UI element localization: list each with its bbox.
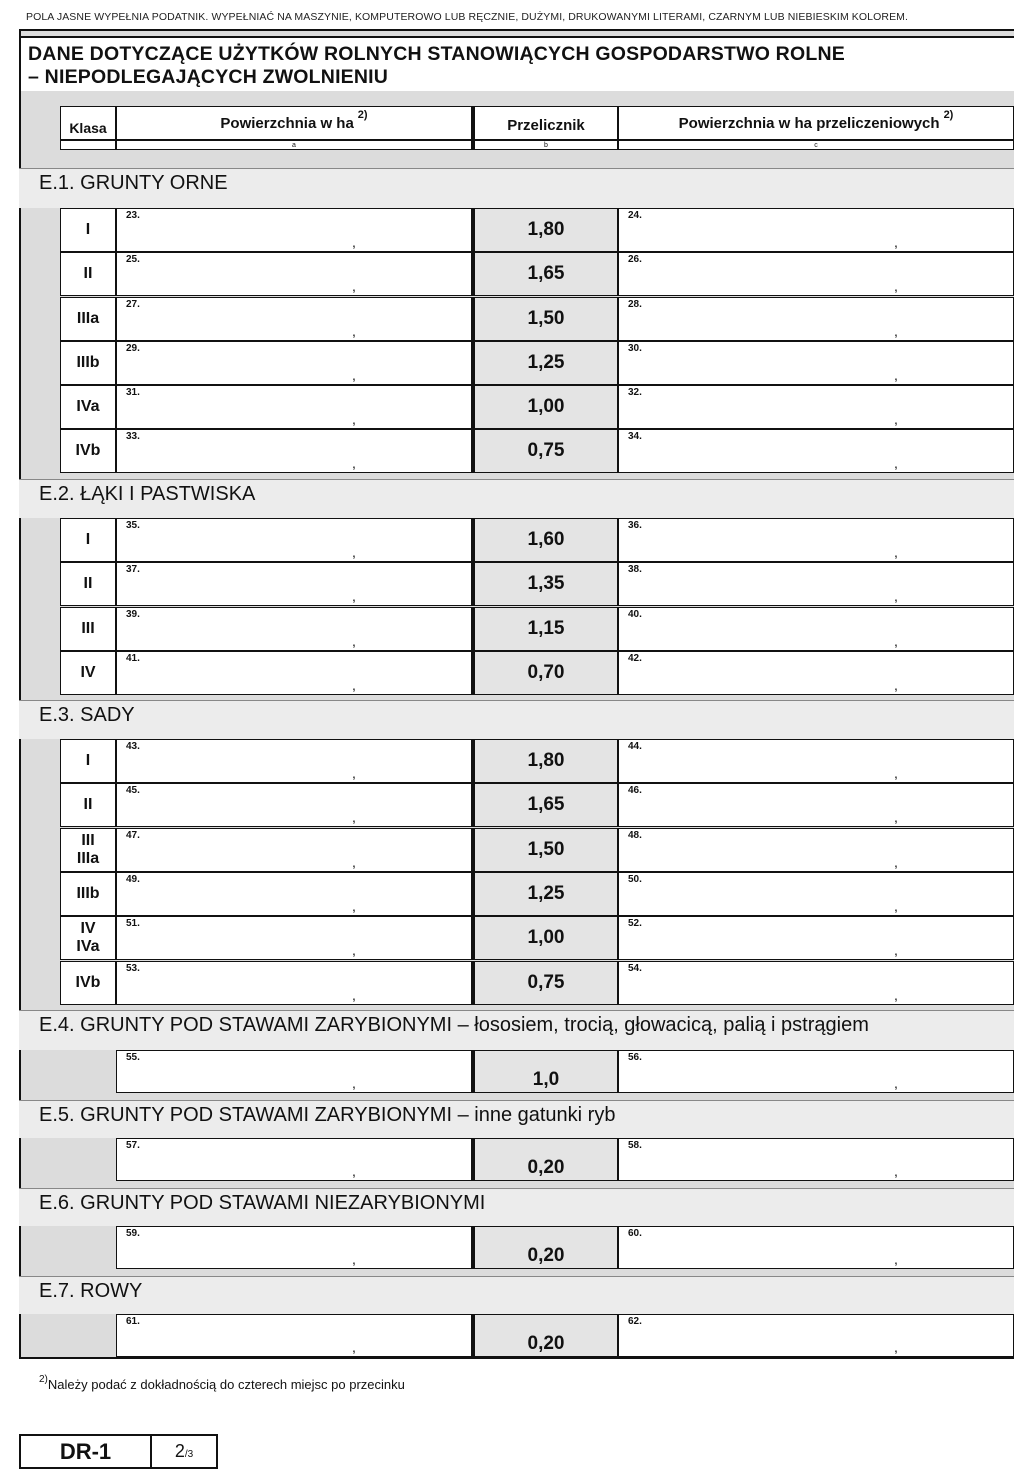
klasa-label: IV: [80, 664, 96, 681]
area-input-field[interactable]: [116, 1050, 472, 1093]
klasa-label: III: [81, 620, 95, 637]
decimal-comma: ,: [894, 898, 898, 914]
przelicznik-value: 1,50: [472, 297, 618, 341]
decimal-comma: ,: [894, 1075, 898, 1091]
converted-area-input-field[interactable]: [618, 1314, 1014, 1357]
decimal-comma: ,: [352, 234, 356, 250]
decimal-comma: ,: [894, 1339, 898, 1355]
field-number: 37.: [126, 564, 140, 575]
field-number: 24.: [628, 210, 642, 221]
przelicznik-value: 1,25: [472, 341, 618, 385]
header-sub-c: c: [618, 140, 1014, 150]
field-number: 58.: [628, 1140, 642, 1151]
field-number: 56.: [628, 1052, 642, 1063]
klasa-label: IV: [80, 920, 96, 937]
decimal-comma: ,: [894, 987, 898, 1003]
converted-area-input-field[interactable]: [618, 429, 1014, 473]
area-input-field[interactable]: [116, 828, 472, 872]
field-number: 53.: [126, 963, 140, 974]
decimal-comma: ,: [352, 1163, 356, 1179]
section-band: [19, 1276, 1014, 1314]
section-title: E.1. GRUNTY ORNE: [39, 172, 228, 194]
klasa-label: IVa: [76, 398, 100, 415]
field-number: 39.: [126, 609, 140, 620]
section-title: E.4. GRUNTY POD STAWAMI ZARYBIONYMI – łososiem, trocią, głowacicą, palią i pstrągiem: [39, 1014, 869, 1036]
klasa-cell: [60, 783, 116, 827]
section-band: [19, 700, 1014, 739]
header-sub-b: b: [472, 140, 618, 150]
area-input-field[interactable]: [116, 607, 472, 651]
header-przeliczeniowa: Powierzchnia w ha przeliczeniowych 2): [618, 106, 1014, 140]
form-badge: [19, 1434, 218, 1469]
decimal-comma: ,: [352, 677, 356, 693]
field-number: 40.: [628, 609, 642, 620]
area-input-field[interactable]: [116, 916, 472, 960]
field-number: 42.: [628, 653, 642, 664]
klasa-label: IIIb: [76, 885, 100, 902]
field-number: 48.: [628, 830, 642, 841]
page-number: 2 /3: [174, 1441, 194, 1461]
converted-area-input-field[interactable]: [618, 607, 1014, 651]
field-number: 38.: [628, 564, 642, 575]
klasa-cell: [60, 916, 116, 960]
area-input-field[interactable]: [116, 1138, 472, 1181]
field-number: 23.: [126, 210, 140, 221]
decimal-comma: ,: [352, 367, 356, 383]
decimal-comma: ,: [352, 1339, 356, 1355]
klasa-label: II: [83, 575, 93, 592]
klasa-label: I: [85, 531, 91, 548]
field-number: 46.: [628, 785, 642, 796]
field-number: 54.: [628, 963, 642, 974]
section-title: E.6. GRUNTY POD STAWAMI NIEZARYBIONYMI: [39, 1192, 486, 1214]
field-number: 62.: [628, 1316, 642, 1327]
przelicznik-value: 1,0: [472, 1050, 618, 1093]
przelicznik-value: 1,35: [472, 562, 618, 606]
decimal-comma: ,: [894, 633, 898, 649]
decimal-comma: ,: [894, 765, 898, 781]
decimal-comma: ,: [352, 455, 356, 471]
decimal-comma: ,: [352, 1075, 356, 1091]
przelicznik-value: 1,50: [472, 828, 618, 872]
field-number: 36.: [628, 520, 642, 531]
klasa-label: I: [85, 221, 91, 238]
field-number: 34.: [628, 431, 642, 442]
field-number: 35.: [126, 520, 140, 531]
converted-area-input-field[interactable]: [618, 252, 1014, 296]
klasa-cell: [60, 562, 116, 606]
decimal-comma: ,: [352, 898, 356, 914]
converted-area-input-field[interactable]: [618, 1138, 1014, 1181]
przelicznik-value: 0,20: [472, 1138, 618, 1181]
form-code: DR-1: [21, 1436, 152, 1467]
decimal-comma: ,: [352, 765, 356, 781]
field-number: 32.: [628, 387, 642, 398]
section-title: E.2. ŁĄKI I PASTWISKA: [39, 483, 256, 505]
decimal-comma: ,: [352, 809, 356, 825]
decimal-comma: ,: [894, 323, 898, 339]
instruction-note: POLA JASNE WYPEŁNIA PODATNIK. WYPEŁNIAĆ NA MASZYNIE, KOMPUTEROWO LUB RĘCZNIE, DUŻYMI, DRUKOWANYMI LITERAMI, CZARNYM LUB NIEBIESKIM KOLOREM.: [26, 11, 909, 23]
field-number: 41.: [126, 653, 140, 664]
przelicznik-value: 1,80: [472, 739, 618, 783]
field-number: 55.: [126, 1052, 140, 1063]
decimal-comma: ,: [894, 942, 898, 958]
field-number: 60.: [628, 1228, 642, 1239]
area-input-field[interactable]: [116, 297, 472, 341]
header-sub-a: a: [116, 140, 472, 150]
klasa-cell: [60, 651, 116, 695]
klasa-cell: [60, 429, 116, 473]
area-input-field[interactable]: [116, 341, 472, 385]
decimal-comma: ,: [352, 633, 356, 649]
section-title: E.7. ROWY: [39, 1280, 143, 1302]
klasa-label: IVb: [75, 974, 101, 991]
converted-area-input-field[interactable]: [618, 208, 1014, 252]
area-input-field[interactable]: [116, 1226, 472, 1269]
converted-area-input-field[interactable]: [618, 739, 1014, 783]
frame-bottom-line: [19, 1357, 1014, 1359]
field-number: 28.: [628, 299, 642, 310]
area-input-field[interactable]: [116, 739, 472, 783]
klasa-cell: [60, 872, 116, 916]
klasa-label: II: [83, 265, 93, 282]
klasa-cell: [60, 739, 116, 783]
title-line-1: DANE DOTYCZĄCE UŻYTKÓW ROLNYCH STANOWIĄCYCH GOSPODARSTWO ROLNE: [28, 43, 845, 65]
header-klasa: Klasa: [60, 106, 116, 140]
field-number: 61.: [126, 1316, 140, 1327]
converted-area-input-field[interactable]: [618, 872, 1014, 916]
area-input-field[interactable]: [116, 252, 472, 296]
decimal-comma: ,: [352, 1251, 356, 1267]
field-number: 29.: [126, 343, 140, 354]
area-input-field[interactable]: [116, 783, 472, 827]
section-title: E.3. SADY: [39, 704, 135, 726]
field-number: 52.: [628, 918, 642, 929]
klasa-cell: [60, 341, 116, 385]
decimal-comma: ,: [894, 278, 898, 294]
klasa-label-2: IIIa: [76, 850, 100, 867]
decimal-comma: ,: [352, 987, 356, 1003]
decimal-comma: ,: [352, 942, 356, 958]
converted-area-input-field[interactable]: [618, 297, 1014, 341]
field-number: 57.: [126, 1140, 140, 1151]
klasa-cell: [60, 297, 116, 341]
header-powierzchnia: Powierzchnia w ha 2): [116, 106, 472, 140]
field-number: 49.: [126, 874, 140, 885]
przelicznik-value: 1,25: [472, 872, 618, 916]
przelicznik-value: 0,20: [472, 1314, 618, 1357]
converted-area-input-field[interactable]: [618, 961, 1014, 1005]
decimal-comma: ,: [894, 367, 898, 383]
klasa-label: II: [83, 796, 93, 813]
field-number: 31.: [126, 387, 140, 398]
converted-area-input-field[interactable]: [618, 518, 1014, 562]
decimal-comma: ,: [894, 544, 898, 560]
converted-area-input-field[interactable]: [618, 651, 1014, 695]
header-przelicznik: Przelicznik: [472, 106, 618, 140]
przelicznik-value: 1,80: [472, 208, 618, 252]
area-input-field[interactable]: [116, 1314, 472, 1357]
converted-area-input-field[interactable]: [618, 1226, 1014, 1269]
decimal-comma: ,: [894, 854, 898, 870]
decimal-comma: ,: [352, 411, 356, 427]
przelicznik-value: 0,75: [472, 429, 618, 473]
field-number: 45.: [126, 785, 140, 796]
klasa-cell: [60, 385, 116, 429]
title-line-2: – NIEPODLEGAJĄCYCH ZWOLNIENIU: [28, 66, 389, 88]
area-input-field[interactable]: [116, 208, 472, 252]
decimal-comma: ,: [894, 234, 898, 250]
przelicznik-value: 1,00: [472, 916, 618, 960]
area-input-field[interactable]: [116, 961, 472, 1005]
przelicznik-value: 1,60: [472, 518, 618, 562]
area-input-field[interactable]: [116, 651, 472, 695]
field-number: 51.: [126, 918, 140, 929]
section-title-box: [19, 36, 1014, 91]
decimal-comma: ,: [352, 588, 356, 604]
converted-area-input-field[interactable]: [618, 385, 1014, 429]
klasa-label: IIIb: [76, 354, 100, 371]
converted-area-input-field[interactable]: [618, 562, 1014, 606]
decimal-comma: ,: [894, 809, 898, 825]
decimal-comma: ,: [894, 455, 898, 471]
field-number: 27.: [126, 299, 140, 310]
field-number: 25.: [126, 254, 140, 265]
area-input-field[interactable]: [116, 385, 472, 429]
area-input-field[interactable]: [116, 872, 472, 916]
field-number: 43.: [126, 741, 140, 752]
converted-area-input-field[interactable]: [618, 341, 1014, 385]
field-number: 30.: [628, 343, 642, 354]
field-number: 33.: [126, 431, 140, 442]
area-input-field[interactable]: [116, 562, 472, 606]
field-number: 44.: [628, 741, 642, 752]
klasa-cell: [60, 828, 116, 872]
converted-area-input-field[interactable]: [618, 916, 1014, 960]
field-number: 26.: [628, 254, 642, 265]
przelicznik-value: 1,00: [472, 385, 618, 429]
przelicznik-value: 1,65: [472, 783, 618, 827]
field-number: 47.: [126, 830, 140, 841]
klasa-cell: [60, 961, 116, 1005]
header-sub-klasa: [60, 140, 116, 150]
decimal-comma: ,: [352, 544, 356, 560]
klasa-label: III: [81, 832, 95, 849]
converted-area-input-field[interactable]: [618, 1050, 1014, 1093]
klasa-label: I: [85, 752, 91, 769]
klasa-cell: [60, 518, 116, 562]
decimal-comma: ,: [894, 411, 898, 427]
decimal-comma: ,: [894, 677, 898, 693]
decimal-comma: ,: [894, 588, 898, 604]
klasa-label: IIIa: [76, 310, 100, 327]
decimal-comma: ,: [894, 1251, 898, 1267]
klasa-cell: [60, 252, 116, 296]
converted-area-input-field[interactable]: [618, 783, 1014, 827]
decimal-comma: ,: [352, 854, 356, 870]
przelicznik-value: 0,20: [472, 1226, 618, 1269]
area-input-field[interactable]: [116, 429, 472, 473]
klasa-cell: [60, 607, 116, 651]
decimal-comma: ,: [894, 1163, 898, 1179]
decimal-comma: ,: [352, 278, 356, 294]
przelicznik-value: 0,70: [472, 651, 618, 695]
klasa-label-2: IVa: [76, 938, 100, 955]
przelicznik-value: 1,15: [472, 607, 618, 651]
przelicznik-value: 0,75: [472, 961, 618, 1005]
footnote: $^{2)}$Należy podać z dokładnością do czterech miejsc po przecinku: [39, 1374, 405, 1392]
klasa-cell: [60, 208, 116, 252]
decimal-comma: ,: [352, 323, 356, 339]
area-input-field[interactable]: [116, 518, 472, 562]
field-number: 59.: [126, 1228, 140, 1239]
klasa-label: IVb: [75, 442, 101, 459]
field-number: 50.: [628, 874, 642, 885]
section-title: E.5. GRUNTY POD STAWAMI ZARYBIONYMI – inne gatunki ryb: [39, 1104, 616, 1126]
przelicznik-value: 1,65: [472, 252, 618, 296]
converted-area-input-field[interactable]: [618, 828, 1014, 872]
